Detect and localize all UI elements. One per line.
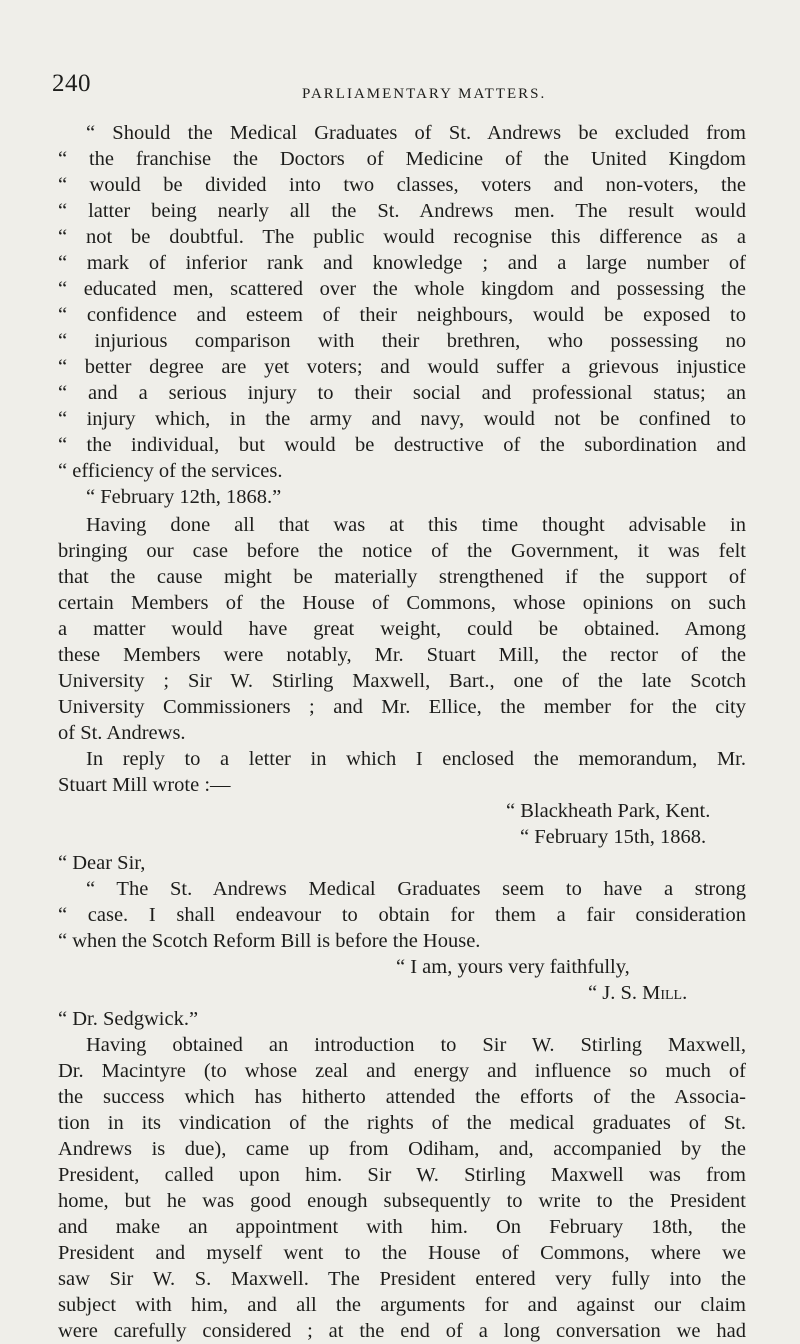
letter-salutation: “ Dear Sir, (58, 852, 146, 874)
text-line: “ Should the Medical Graduates of St. Andrews be excluded from (86, 122, 746, 144)
letter-date: “ February 15th, 1868. (520, 826, 707, 848)
text-line: of St. Andrews. (58, 722, 186, 744)
text-line: a matter would have great weight, could be obtained. Among (58, 618, 746, 640)
text-line: “ case. I shall endeavour to obtain for them a fair consideration (58, 904, 746, 926)
text-line: that the cause might be materially strengthened if the support of (58, 566, 746, 588)
text-line: Stuart Mill wrote :— (58, 774, 231, 796)
text-line: “ and a serious injury to their social and professional status; an (58, 382, 746, 404)
text-line: these Members were notably, Mr. Stuart Mill, the rector of the (58, 644, 746, 666)
text-line: President, called upon him. Sir W. Stirling Maxwell was from (58, 1164, 746, 1186)
text-line: certain Members of the House of Commons, whose opinions on such (58, 592, 746, 614)
text-line: Andrews is due), came up from Odiham, and, accompanied by the (58, 1138, 746, 1160)
text-line: “ the franchise the Doctors of Medicine of the United Kingdom (58, 148, 746, 170)
text-line: “ injury which, in the army and navy, would not be confined to (58, 408, 746, 430)
text-line: “ confidence and esteem of their neighbours, would be exposed to (58, 304, 746, 326)
text-line: “ The St. Andrews Medical Graduates seem to have a strong (86, 878, 746, 900)
text-line: In reply to a letter in which I enclosed the memorandum, Mr. (86, 748, 746, 770)
page-number: 240 (52, 70, 91, 97)
text-line: University Commissioners ; and Mr. Ellice, the member for the city (58, 696, 746, 718)
text-line: “ better degree are yet voters; and would suffer a grievous injustice (58, 356, 746, 378)
letter-recipient: “ Dr. Sedgwick.” (58, 1008, 199, 1030)
letter-closing: “ I am, yours very faithfully, (396, 956, 630, 978)
text-line: “ injurious comparison with their brethren, who possessing no (58, 330, 746, 352)
text-line: subject with him, and all the arguments for and against our claim (58, 1294, 746, 1316)
text-line: and make an appointment with him. On February 18th, the (58, 1216, 746, 1238)
text-line: President and myself went to the House of Commons, where we (58, 1242, 746, 1264)
text-line: tion in its vindication of the rights of the medical graduates of St. (58, 1112, 746, 1134)
text-line: home, but he was good enough subsequently to write to the President (58, 1190, 746, 1212)
text-line: bringing our case before the notice of the Government, it was felt (58, 540, 746, 562)
text-line: “ the individual, but would be destructive of the subordination and (58, 434, 746, 456)
text-line: “ educated men, scattered over the whole kingdom and possessing the (58, 278, 746, 300)
text-line: saw Sir W. S. Maxwell. The President entered very fully into the (58, 1268, 746, 1290)
text-line: “ not be doubtful. The public would recognise this difference as a (58, 226, 746, 248)
text-line: were carefully considered ; at the end of a long conversation we had (58, 1320, 746, 1342)
text-line: “ when the Scotch Reform Bill is before the House. (58, 930, 481, 952)
memorandum-date: “ February 12th, 1868.” (86, 486, 282, 508)
letter-address: “ Blackheath Park, Kent. (506, 800, 711, 822)
text-line: Dr. Macintyre (to whose zeal and energy and influence so much of (58, 1060, 746, 1082)
text-line: “ would be divided into two classes, voters and non-voters, the (58, 174, 746, 196)
text-line: “ efficiency of the services. (58, 460, 283, 482)
letter-signature: “ J. S. Mill. (588, 982, 688, 1004)
text-line: Having done all that was at this time thought advisable in (86, 514, 746, 536)
text-line: Having obtained an introduction to Sir W. Stirling Maxwell, (86, 1034, 746, 1056)
text-line: the success which has hitherto attended the efforts of the Associa- (58, 1086, 746, 1108)
text-line: “ mark of inferior rank and knowledge ; and a large number of (58, 252, 746, 274)
running-head: PARLIAMENTARY MATTERS. (302, 86, 547, 102)
text-line: University ; Sir W. Stirling Maxwell, Bart., one of the late Scotch (58, 670, 746, 692)
text-line: “ latter being nearly all the St. Andrews men. The result would (58, 200, 746, 222)
